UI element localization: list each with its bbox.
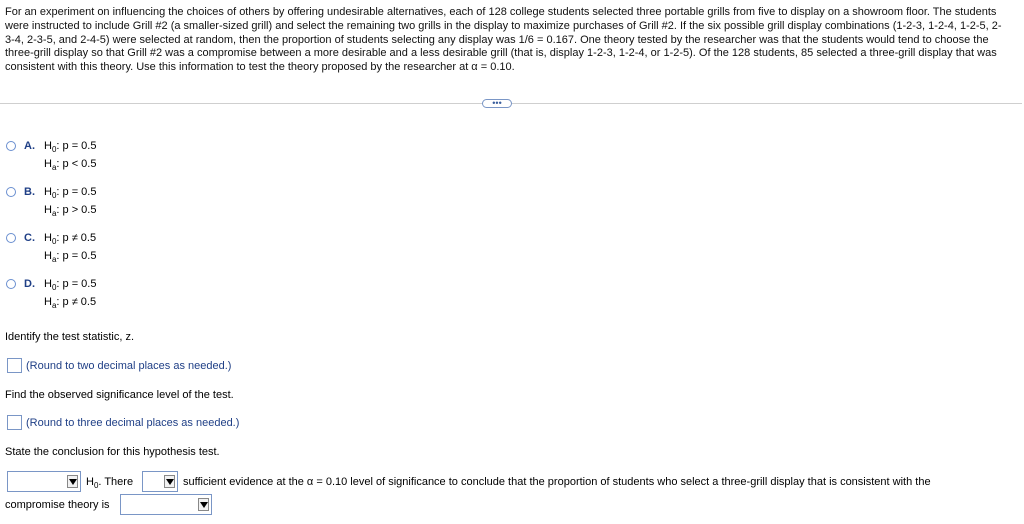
option-c-h0-value: p ≠ 0.5 [62,232,97,244]
option-d-ha-value: p ≠ 0.5 [62,296,97,308]
option-a-radio[interactable] [6,141,16,151]
option-b-ha: $H_a$: p > 0.5 [44,204,97,219]
option-c-letter: C. [24,232,35,244]
option-b-h0: $H_0$: p = 0.5 [44,186,97,201]
option-a-h0: $H_0$: p = 0.5 [44,140,97,155]
option-c-radio[interactable] [6,233,16,243]
significance-input[interactable] [7,415,22,430]
option-c-h0: $H_0$: p ≠ 0.5 [44,232,97,247]
expand-more-button[interactable]: ••• [482,99,512,108]
option-b-letter: B. [24,186,35,198]
option-d-radio[interactable] [6,279,16,289]
chevron-down-icon [198,498,209,511]
option-b-ha-value: p > 0.5 [62,204,97,216]
option-d-letter: D. [24,278,35,290]
reject-decision-select[interactable] [7,471,81,492]
conclusion-prompt: State the conclusion for this hypothesis test. [5,446,220,458]
theory-support-select[interactable] [120,494,212,515]
significance-prompt: Find the observed significance level of the test. [5,389,234,401]
option-a-letter: A. [24,140,35,152]
significance-hint: (Round to three decimal places as needed.) [26,417,240,429]
test-statistic-prompt: Identify the test statistic, z. [5,331,134,343]
h0-label: $H_0$. There [86,476,134,491]
option-b-radio[interactable] [6,187,16,197]
option-d-h0: $H_0$: p = 0.5 [44,278,97,293]
option-a-ha: $H_a$: p < 0.5 [44,158,97,173]
option-b-h0-value: p = 0.5 [62,186,97,198]
option-c-ha: $H_a$: p = 0.5 [44,250,97,265]
chevron-down-icon [67,475,78,488]
option-d-h0-value: p = 0.5 [62,278,97,290]
chevron-down-icon [164,475,175,488]
option-d-ha: $H_a$: p ≠ 0.5 [44,296,97,311]
compromise-theory-text: compromise theory is [5,499,110,511]
option-c-ha-value: p = 0.5 [62,250,97,262]
evidence-select[interactable] [142,471,178,492]
test-statistic-input[interactable] [7,358,22,373]
option-a-ha-value: p < 0.5 [62,158,97,170]
test-statistic-hint: (Round to two decimal places as needed.) [26,360,232,372]
problem-statement: For an experiment on influencing the choices of others by offering undesirable alternatives, each of 128 college students selected three portable grills from five to display on a showroom floor. The students were instructed to include Grill #2 (a smaller-sized grill) and select the remaining two grills in the display to maximize purchases of Grill #2. If the six possible grill display combinations (1-2-3, 1-2-4, 1-2-5, 2-3-4, 2-3-5, and 2-4-5) were selected at random, then the proportion of students selecting any display was 1/6 = 0.167. One theory tested by the researcher was that the students would tend to choose the three-grill display so that Grill #2 was a compromise between a more desirable and a less desirable grill (that is, display 1-2-3, 1-2-4, or 1-2-5). Of the 128 students, 85 selected a three-grill display that was consistent with this theory. Use this information to test the theory proposed by the researcher at α = 0.10. [5,6,1002,74]
sufficient-evidence-text: sufficient evidence at the α = 0.10 level of significance to conclude that the proportion of students who select a three-grill display that is consistent with the [183,476,931,488]
option-a-h0-value: p = 0.5 [62,140,97,152]
